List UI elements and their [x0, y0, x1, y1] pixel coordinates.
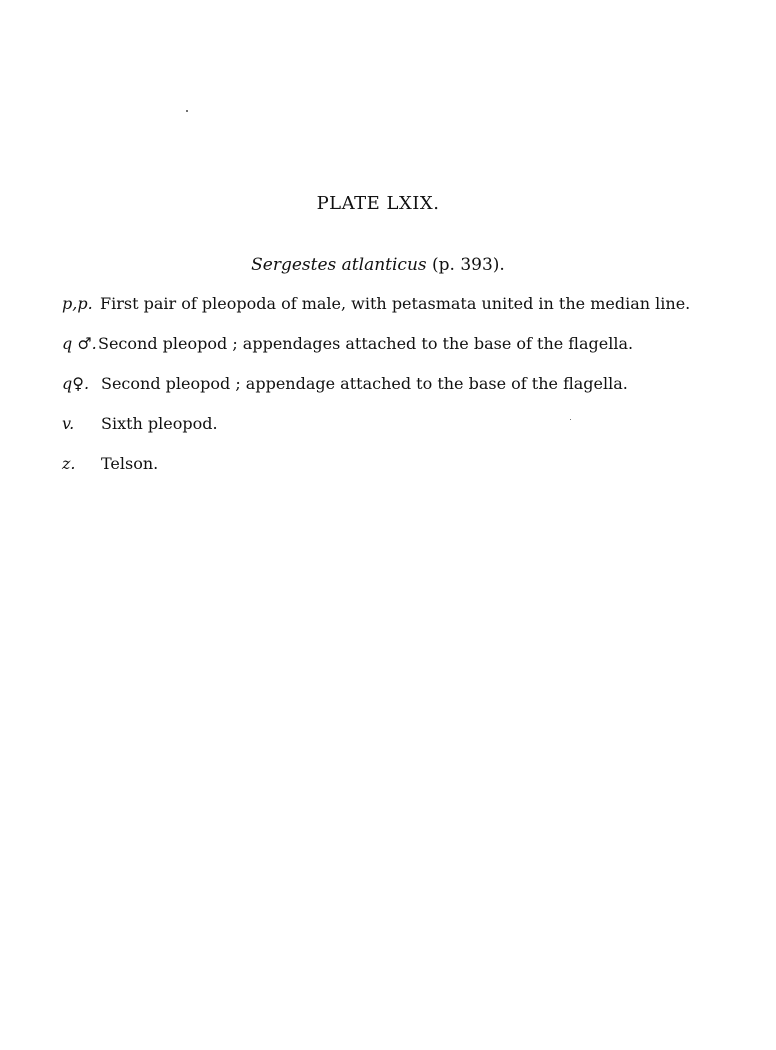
legend-item	[62, 294, 742, 334]
legend-description: First pair of pleopoda of male, with petasmata united in the median line.	[100, 294, 691, 313]
legend-item	[62, 414, 742, 454]
legend-key: z.	[62, 454, 76, 473]
legend-key: q♀.	[62, 374, 90, 393]
figure-legend	[62, 294, 742, 494]
legend-description: Second pleopod ; appendages attached to the base of the flagella.	[98, 334, 634, 353]
legend-description: Second pleopod ; appendage attached to the base of the flagella.	[101, 374, 628, 393]
legend-key: q ♂.	[62, 334, 97, 353]
species-heading	[0, 255, 756, 275]
page-reference: (p. 393).	[432, 255, 505, 275]
legend-key: v.	[62, 414, 75, 433]
legend-description: Telson.	[101, 454, 159, 473]
legend-item	[62, 374, 742, 414]
scan-speck	[186, 110, 188, 112]
legend-item	[62, 454, 742, 494]
legend-item	[62, 334, 742, 374]
legend-description: Sixth pleopod.	[101, 414, 218, 433]
legend-key: p,p.	[62, 294, 93, 313]
plate-title: PLATE LXIX.	[316, 193, 440, 214]
species-name: Sergestes atlanticus	[251, 255, 427, 275]
